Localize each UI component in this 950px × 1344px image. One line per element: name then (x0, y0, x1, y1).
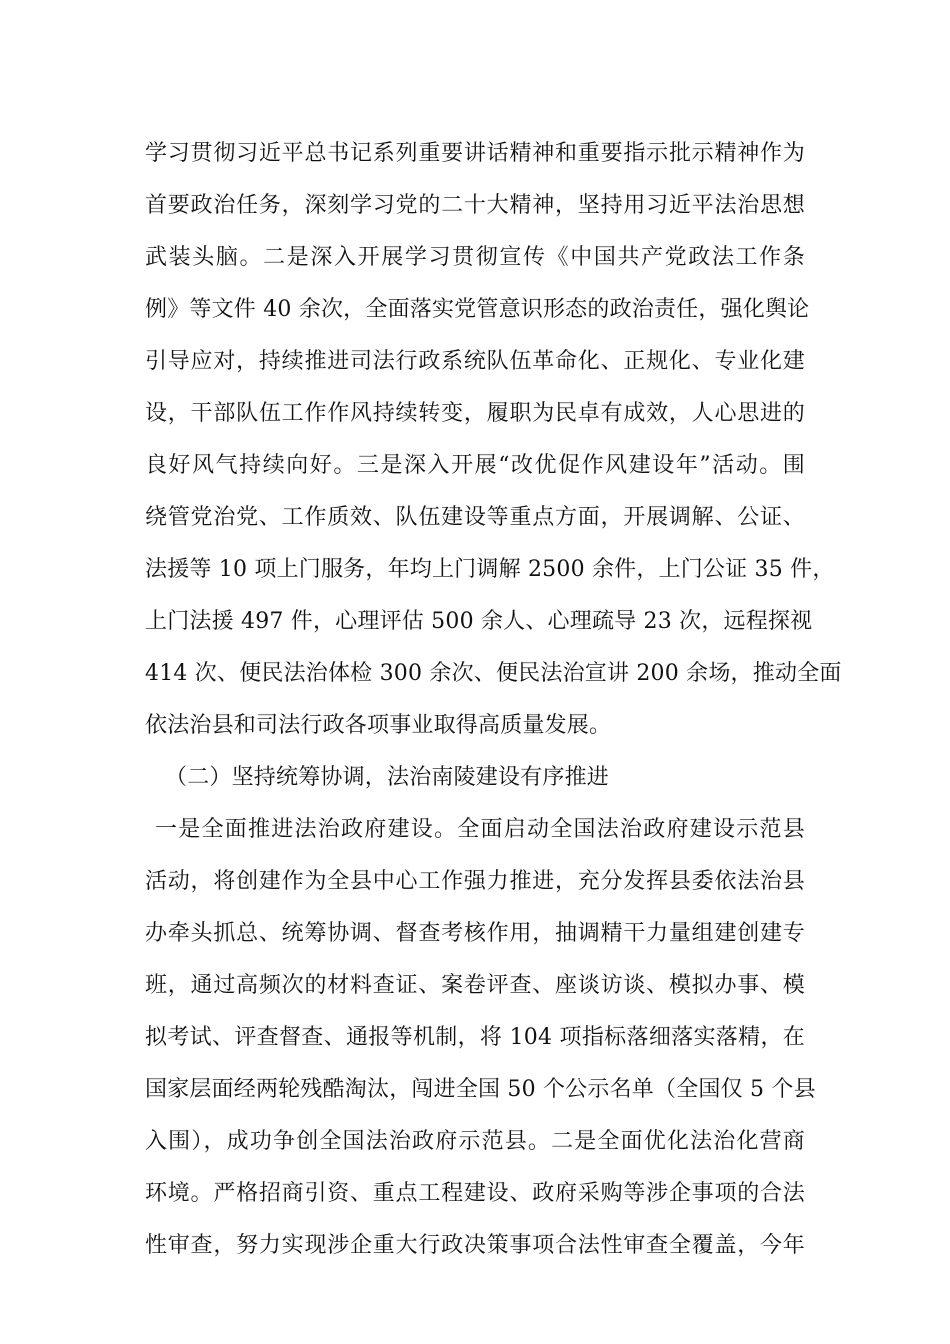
text-line: 一是全面推进法治政府建设。全面启动全国法治政府建设示范县 (155, 817, 805, 842)
text-line: 拟考试、评查督查、通报等机制，将 104 项指标落细落实落精，在 (145, 1025, 805, 1050)
text-line: 法援等 10 项上门服务，年均上门调解 2500 余件，上门公证 35 件， (145, 557, 835, 582)
document-body (145, 128, 842, 1272)
text-line: 绕管党治党、工作质效、队伍建设等重点方面，开展调解、公证、 (145, 505, 805, 530)
text-line: 设，干部队伍工作作风持续转变，履职为民卓有成效，人心思进的 (145, 401, 805, 426)
text-line: 国家层面经两轮残酷淘汰，闯进全国 50 个公示名单（全国仅 5 个县 (145, 1077, 816, 1102)
text-line: 环境。严格招商引资、重点工程建设、政府采购等涉企事项的合法 (145, 1181, 805, 1206)
paragraph-2 (145, 804, 816, 1272)
text-line: 引导应对，持续推进司法行政系统队伍革命化、正规化、专业化建 (145, 349, 805, 374)
text-line: 良好风气持续向好。三是深入开展“改优促作风建设年”活动。围 (145, 453, 805, 478)
section-heading: （二）坚持统筹协调，法治南陵建设有序推进 (165, 765, 610, 790)
text-line: 活动，将创建作为全县中心工作强力推进，充分发挥县委依法治县 (145, 869, 805, 894)
text-line: 414 次、便民法治体检 300 余次、便民法治宣讲 200 余场，推动全面 (145, 661, 842, 686)
paragraph-1 (145, 128, 842, 752)
text-line: 班，通过高频次的材料查证、案卷评查、座谈访谈、模拟办事、模 (145, 973, 805, 998)
text-line: 首要政治任务，深刻学习党的二十大精神，坚持用习近平法治思想 (145, 193, 805, 218)
text-line: 例》等文件 40 余次，全面落实党管意识形态的政治责任，强化舆论 (145, 297, 810, 322)
text-line: 性审查，努力实现涉企重大行政决策事项合法性审查全覆盖，今年 (145, 1233, 805, 1258)
text-line: 入围），成功争创全国法治政府示范县。二是全面优化法治化营商 (145, 1129, 805, 1154)
text-line: 上门法援 497 件，心理评估 500 余人、心理疏导 23 次，远程探视 (145, 609, 813, 634)
text-line: 办牵头抓总、统筹协调、督查考核作用，抽调精干力量组建创建专 (145, 921, 805, 946)
text-line: 依法治县和司法行政各项事业取得高质量发展。 (145, 713, 612, 738)
text-line: 武装头脑。二是深入开展学习贯彻宣传《中国共产党政法工作条 (145, 245, 805, 270)
text-line: 学习贯彻习近平总书记系列重要讲话精神和重要指示批示精神作为 (145, 141, 805, 166)
